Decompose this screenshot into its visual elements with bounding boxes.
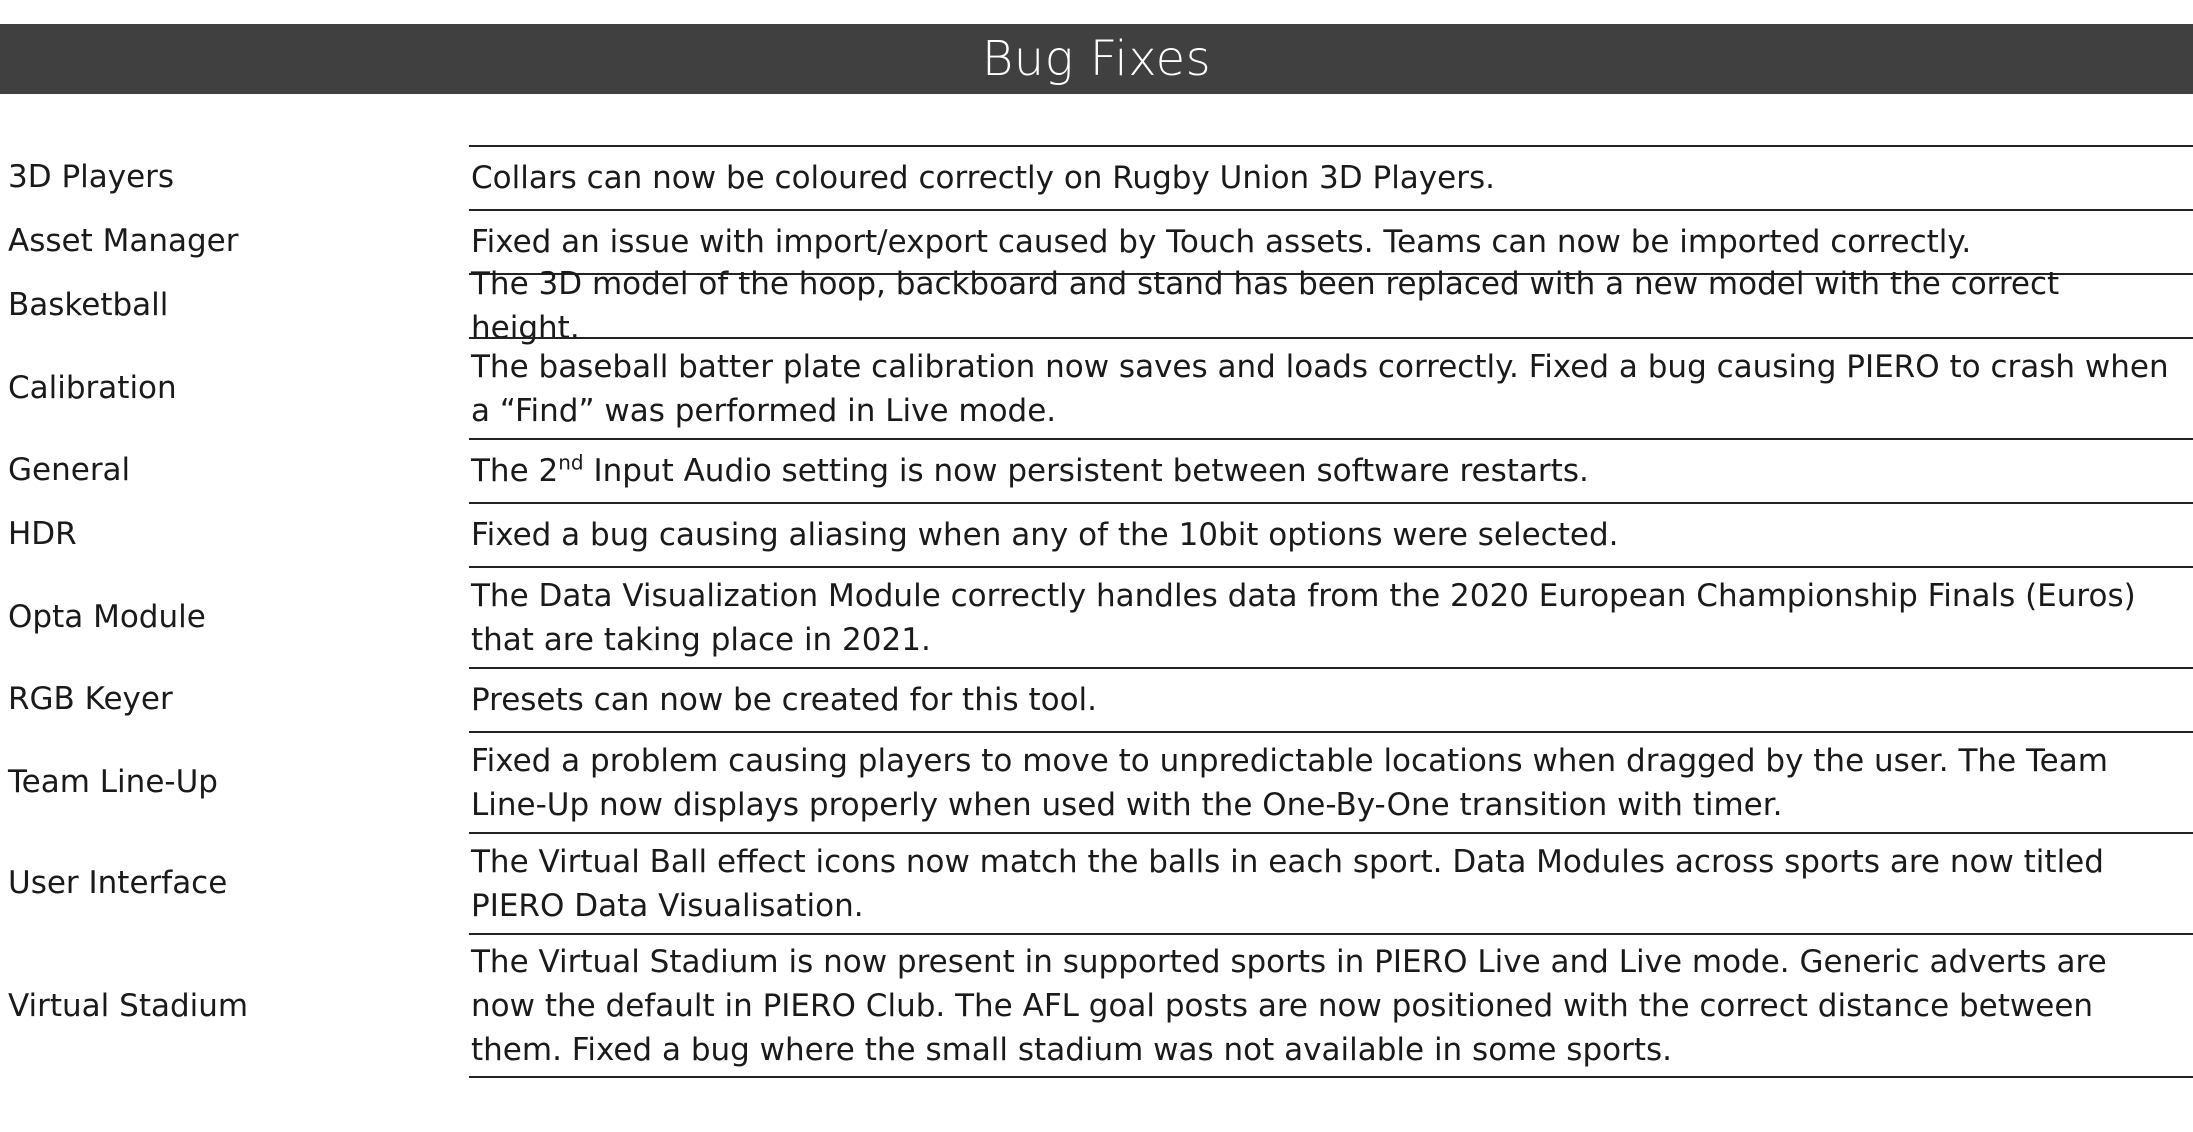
table-row xyxy=(0,502,2193,566)
category-label: Basketball xyxy=(8,287,169,323)
page-title: Bug Fixes xyxy=(981,31,1212,87)
fix-description: Collars can now be coloured correctly on Rugby Union 3D Players. xyxy=(469,145,2193,209)
category-label: Opta Module xyxy=(8,598,206,635)
table-row xyxy=(0,145,2193,209)
fix-description: Fixed a bug causing aliasing when any of the 10bit options were selected. xyxy=(469,502,2193,566)
table-row xyxy=(0,266,2193,346)
category-label: Asset Manager xyxy=(8,223,239,259)
fix-description: The baseball batter plate calibration now saves and loads correctly. Fixed a bug causing PIERO to crash when a “Find” was performed in Live mode. xyxy=(469,337,2193,438)
table-row xyxy=(0,438,2193,502)
table-row xyxy=(0,667,2193,731)
category-label: HDR xyxy=(8,516,77,552)
fix-description: The Data Visualization Module correctly handles data from the 2020 European Championship Finals (Euros) that are taking place in 2021. xyxy=(469,566,2193,667)
fix-description-post: Input Audio setting is now persistent between software restarts. xyxy=(583,453,1589,489)
category-label: Virtual Stadium xyxy=(8,987,249,1024)
table-row xyxy=(0,933,2193,1078)
fix-description: Fixed a problem causing players to move to unpredictable locations when dragged by the user. The Team Line-Up now displays properly when used with the One-By-One transition with timer. xyxy=(469,731,2193,832)
category-label: Team Line-Up xyxy=(8,763,218,800)
fix-description: The 3D model of the hoop, backboard and stand has been replaced with a new model with the correct height. xyxy=(469,273,2193,337)
table-row xyxy=(0,337,2193,438)
table-row xyxy=(0,832,2193,933)
category-label: 3D Players xyxy=(8,159,175,195)
category-label: User Interface xyxy=(8,864,228,901)
fix-description: Presets can now be created for this tool. xyxy=(469,667,2193,731)
fix-description-sup: nd xyxy=(558,450,584,475)
category-label: General xyxy=(8,452,131,488)
bug-fixes-table xyxy=(0,145,2193,1078)
table-row xyxy=(0,566,2193,667)
table-row xyxy=(0,731,2193,832)
fix-description xyxy=(469,438,2193,502)
fix-description: Fixed an issue with import/export caused by Touch assets. Teams can now be imported correctly. xyxy=(469,209,2193,273)
category-label: RGB Keyer xyxy=(8,681,173,717)
fix-description-pre: The 2 xyxy=(471,453,559,489)
category-label: Calibration xyxy=(8,369,177,406)
title-bar xyxy=(0,24,2193,94)
fix-description: The Virtual Stadium is now present in supported sports in PIERO Live and Live mode. Generic adverts are now the default in PIERO Club. The AFL goal posts are now positioned with the correct distance between them. Fixed a bug where the small stadium was not available in some sports. xyxy=(469,933,2193,1078)
fix-description: The Virtual Ball effect icons now match the balls in each sport. Data Modules across sports are now titled PIERO Data Visualisation. xyxy=(469,832,2193,933)
